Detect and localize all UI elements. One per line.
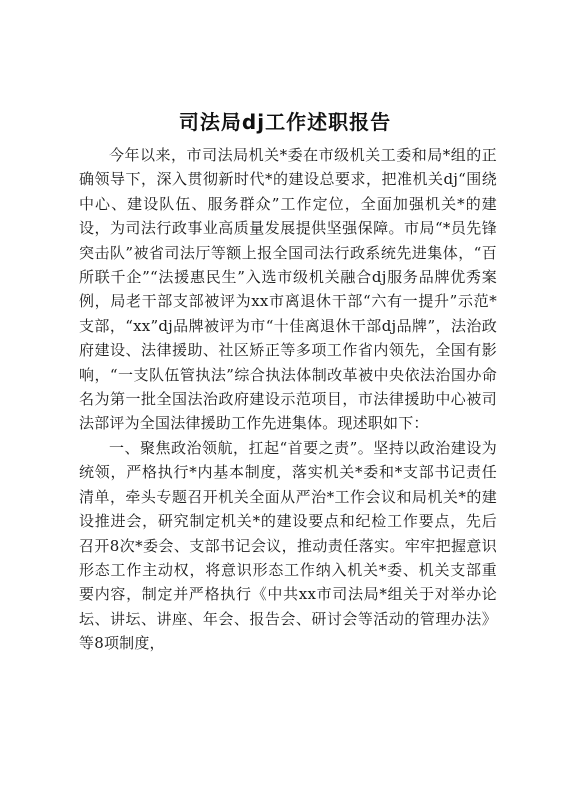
paragraph-section-1: 一、聚焦政治领航，扛起“首要之责”。坚持以政治建设为统领，严格执行*内基本制度，落实机关*委和*支部书记责任清单，牵头专题召开机关全面从严治*工作会议和局机关*的建设推进会，研究制定机关*的建设要点和纪检工作要点，先后召开8次*委会、支部书记会议，推动责任落实。牢牢把握意识形态工作主动权，将意识形态工作纳入机关*委、机关支部重要内容，制定并严格执行《中共xx市司法局*组关于对举办论坛、讲坛、讲座、年会、报告会、研讨会等活动的管理办法》等8项制度，: [79, 438, 497, 653]
document-body: [79, 143, 497, 656]
paragraph-intro: 今年以来，市司法局机关*委在市级机关工委和局*组的正确领导下，深入贯彻新时代*的建设总要求，把准机关dj“围绕中心、建设队伍、服务群众”工作定位，全面加强机关*的建设，为司法行政事业高质量发展提供坚强保障。市局“*员先锋突击队”被省司法厅等额上报全国司法行政系统先进集体，“百所联千企”“法援惠民生”入选市级机关融合dj服务品牌优秀案例，局老干部支部被评为xx市离退休干部“六有一提升”示范*支部，“xx”dj品牌被评为市“十佳离退休干部dj品牌”，法治政府建设、法律援助、社区矫正等多项工作省内领先，全国有影响，“一支队伍管执法”综合执法体制改革被中央依法治国办命名为第一批全国法治政府建设示范项目，市法律援助中心被司法部评为全国法律援助工作先进集体。现述职如下：: [79, 146, 497, 433]
document-title: 司法局dj工作述职报告: [178, 110, 392, 134]
